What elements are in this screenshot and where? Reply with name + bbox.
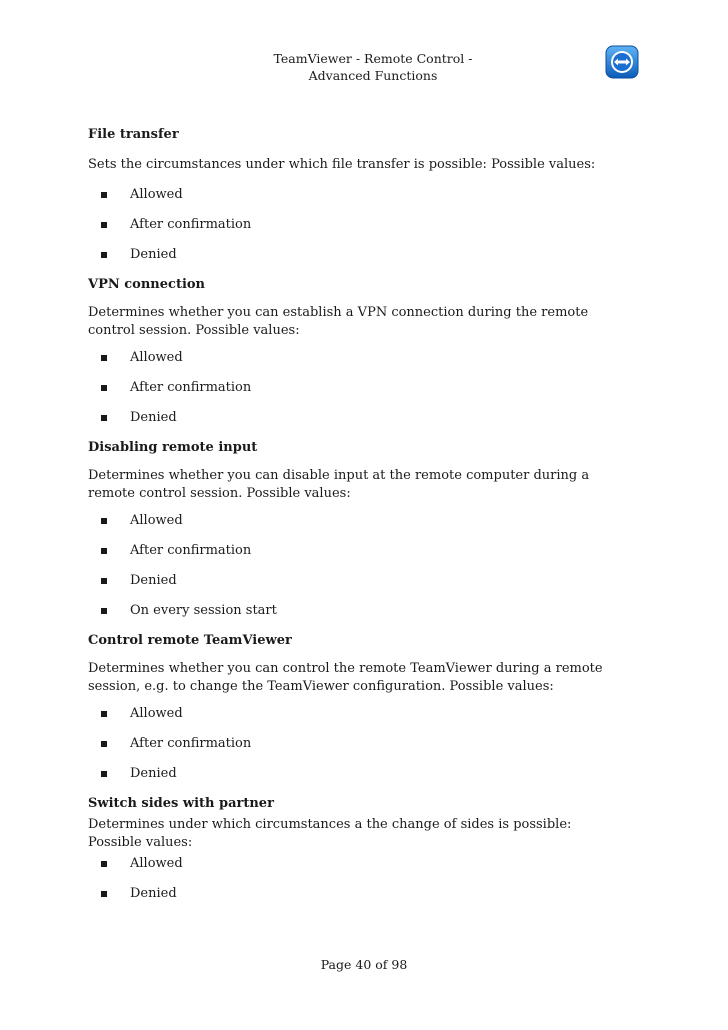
- bullet-icon: [101, 548, 107, 554]
- bullet-icon: [101, 711, 107, 717]
- list-item: Denied: [88, 879, 628, 909]
- bullet-icon: [101, 891, 107, 897]
- options-list: [88, 180, 628, 270]
- list-item: After confirmation: [88, 210, 628, 240]
- bullet-icon: [101, 222, 107, 228]
- list-item: On every session start: [88, 596, 628, 626]
- bullet-icon: [101, 192, 107, 198]
- header-title-line1: TeamViewer - Remote Control -: [273, 51, 473, 66]
- page-footer: [0, 957, 728, 972]
- list-item: Allowed: [88, 343, 628, 373]
- section-description: Sets the circumstances under which file transfer is possible: Possible values:: [88, 157, 596, 172]
- section-control-remote-teamviewer: [88, 626, 628, 789]
- bullet-icon: [101, 385, 107, 391]
- section-description: Determines under which circumstances a the change of sides is possible: Possible values:: [88, 817, 572, 850]
- options-list: [88, 343, 628, 433]
- list-item: After confirmation: [88, 729, 628, 759]
- list-item: After confirmation: [88, 373, 628, 403]
- section-description: Determines whether you can disable input at the remote computer during a remote control session. Possible values:: [88, 468, 590, 501]
- bullet-icon: [101, 861, 107, 867]
- bullet-icon: [101, 771, 107, 777]
- section-vpn-connection: [88, 270, 628, 433]
- options-list: [88, 506, 628, 626]
- section-description: Determines whether you can control the remote TeamViewer during a remote session, e.g. to change the TeamViewer configuration. Possible values:: [88, 661, 603, 694]
- section-title: Disabling remote input: [88, 440, 258, 455]
- bullet-icon: [101, 518, 107, 524]
- page-header: [230, 50, 516, 84]
- list-item: Denied: [88, 403, 628, 433]
- bullet-icon: [101, 608, 107, 614]
- options-list: [88, 699, 628, 789]
- section-disabling-remote-input: [88, 433, 628, 626]
- list-item: Allowed: [88, 699, 628, 729]
- list-item: Denied: [88, 566, 628, 596]
- header-title-line2: Advanced Functions: [308, 68, 438, 83]
- section-title: Switch sides with partner: [88, 796, 274, 811]
- list-item: Allowed: [88, 180, 628, 210]
- section-title: File transfer: [88, 127, 179, 142]
- teamviewer-logo-icon: [605, 45, 639, 79]
- section-title: Control remote TeamViewer: [88, 633, 292, 648]
- section-description: Determines whether you can establish a VPN connection during the remote control session. Possible values:: [88, 305, 589, 338]
- options-list: [88, 849, 628, 909]
- list-item: Allowed: [88, 506, 628, 536]
- list-item: Denied: [88, 759, 628, 789]
- bullet-icon: [101, 741, 107, 747]
- bullet-icon: [101, 355, 107, 361]
- section-title: VPN connection: [88, 277, 206, 292]
- bullet-icon: [101, 578, 107, 584]
- list-item: Denied: [88, 240, 628, 270]
- bullet-icon: [101, 252, 107, 258]
- list-item: Allowed: [88, 849, 628, 879]
- section-file-transfer: [88, 120, 628, 270]
- document-body: [88, 120, 628, 909]
- section-switch-sides: [88, 789, 628, 909]
- page-number: Page 40 of 98: [320, 957, 408, 972]
- list-item: After confirmation: [88, 536, 628, 566]
- bullet-icon: [101, 415, 107, 421]
